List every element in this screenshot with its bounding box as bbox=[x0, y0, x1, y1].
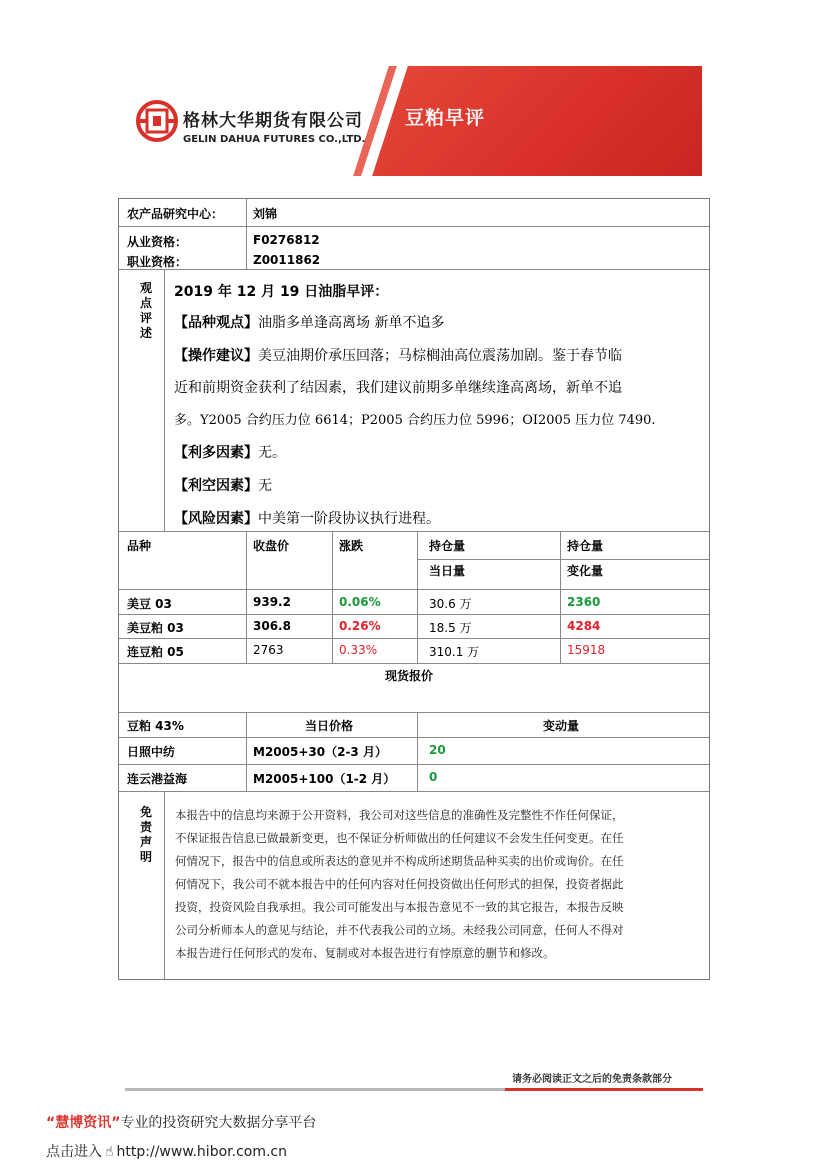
disclaimer-line: 何情况下，报告中的信息或所表达的意见并不构成所述期货品种买卖的出价或询价。在任 bbox=[175, 854, 624, 868]
divider bbox=[246, 712, 247, 791]
divider bbox=[560, 531, 561, 663]
spot-header-variety: 豆粕 43% bbox=[127, 719, 184, 733]
spot-header-price: 当日价格 bbox=[305, 719, 354, 733]
bear-tag: 【利空因素】 bbox=[174, 478, 258, 494]
table-row-name: 美豆粕 03 bbox=[127, 621, 184, 635]
footer-rule-red bbox=[505, 1088, 703, 1091]
professional-qualification-label: 职业资格： bbox=[127, 255, 188, 269]
col-header-oi: 持仓量 bbox=[429, 539, 466, 553]
table-row-name: 美豆 03 bbox=[127, 597, 172, 611]
bull-line bbox=[174, 442, 286, 462]
risk-line bbox=[174, 508, 440, 528]
disclaimer-line: 何情况下，我公司不就本报告中的任何内容对任何投资做出任何形式的担保，投资者据此 bbox=[175, 877, 624, 891]
col-header-oi-change: 变化量 bbox=[567, 564, 604, 578]
research-center-value: 刘锦 bbox=[253, 207, 278, 221]
brand-text: 专业的投资研究大数据分享平台 bbox=[120, 1115, 317, 1131]
hand-pointer-icon: ☝ bbox=[105, 1144, 114, 1160]
divider bbox=[417, 559, 709, 560]
divider bbox=[119, 531, 709, 532]
divider bbox=[119, 589, 709, 590]
disclaimer-line: 投资，投资风险自我承担。我公司可能发出与本报告意见不一致的其它报告，本报告反映 bbox=[175, 900, 624, 914]
table-row-close: 306.8 bbox=[253, 619, 291, 633]
table-row-change: 0.26% bbox=[339, 619, 381, 633]
col-header-change: 涨跌 bbox=[339, 539, 364, 553]
table-row-change: 0.06% bbox=[339, 595, 381, 609]
header-banner bbox=[125, 66, 702, 176]
divider bbox=[119, 269, 709, 270]
professional-qualification-value: Z0011862 bbox=[253, 253, 321, 267]
table-row-oi-change: 4284 bbox=[567, 619, 601, 633]
divider bbox=[119, 614, 709, 615]
disclaimer-line: 本报告中的信息均来源于公开资料，我公司对这些信息的准确性及完整性不作任何保证， bbox=[175, 808, 624, 822]
table-row-close: 939.2 bbox=[253, 595, 291, 609]
table-row-close: 2763 bbox=[253, 643, 284, 657]
footer-rule-gray bbox=[125, 1088, 505, 1091]
op-text-1: 美豆油期价承压回落；马棕榈油高位震荡加剧。鉴于春节临 bbox=[258, 348, 622, 364]
divider bbox=[246, 199, 247, 269]
divider bbox=[164, 269, 165, 531]
footer-note: 请务必阅读正文之后的免责条款部分 bbox=[512, 1074, 672, 1085]
spot-row-change: 0 bbox=[429, 770, 438, 784]
disclaimer-line: 本报告进行任何形式的发布、复制或对本报告进行有悖原意的删节和修改。 bbox=[175, 946, 555, 960]
divider bbox=[119, 226, 709, 227]
table-row-oi: 30.6 万 bbox=[429, 597, 472, 611]
bull-tag: 【利多因素】 bbox=[174, 445, 258, 461]
divider bbox=[164, 791, 165, 979]
col-header-close: 收盘价 bbox=[253, 539, 290, 553]
hibor-link[interactable]: http://www.hibor.com.cn bbox=[116, 1144, 287, 1160]
divider bbox=[417, 531, 418, 663]
table-row-oi: 310.1 万 bbox=[429, 645, 480, 659]
risk-text: 中美第一阶段协议执行进程。 bbox=[258, 511, 440, 527]
bear-text: 无 bbox=[258, 478, 272, 494]
op-line-2: 近和前期资金获利了结因素，我们建议前期多单继续逢高离场，新单不追 bbox=[174, 380, 622, 396]
brand-name: 慧博资讯 bbox=[55, 1115, 112, 1131]
divider bbox=[119, 712, 709, 713]
table-row-name: 连豆粕 05 bbox=[127, 645, 184, 659]
disclaimer-line: 公司分析师本人的意见与结论，并不代表我公司的立场。未经我公司同意，任何人不得对 bbox=[175, 923, 624, 937]
enter-text: 点击进入 bbox=[46, 1144, 102, 1160]
spot-row-change: 20 bbox=[429, 743, 446, 757]
qualification-value: F0276812 bbox=[253, 233, 320, 247]
divider bbox=[417, 712, 418, 791]
company-logo-icon bbox=[135, 96, 179, 146]
report-table bbox=[118, 198, 710, 980]
brand-line bbox=[46, 1112, 316, 1132]
qualification-label: 从业资格： bbox=[127, 235, 188, 249]
risk-tag: 【风险因素】 bbox=[174, 511, 258, 527]
report-title: 豆粕早评 bbox=[405, 107, 486, 129]
col-header-variety: 品种 bbox=[127, 539, 152, 553]
spot-row-name: 连云港益海 bbox=[127, 772, 188, 786]
col-header-oi-today: 当日量 bbox=[429, 564, 466, 578]
table-row-oi: 18.5 万 bbox=[429, 621, 472, 635]
spot-row-price: M2005+100（1-2 月） bbox=[253, 772, 396, 786]
disclaimer-side-label: 免责声明 bbox=[139, 805, 152, 864]
col-header-oi-2: 持仓量 bbox=[567, 539, 604, 553]
company-name-en: GELIN DAHUA FUTURES CO.,LTD. bbox=[183, 134, 366, 145]
enter-line bbox=[46, 1141, 287, 1161]
table-row-oi-change: 2360 bbox=[567, 595, 601, 609]
commentary-heading: 2019 年 12 月 19 日油脂早评： bbox=[174, 284, 389, 300]
divider bbox=[119, 737, 709, 738]
brand-quote-close: ” bbox=[111, 1115, 121, 1131]
brand-quote-open: “ bbox=[46, 1115, 56, 1131]
divider bbox=[246, 531, 247, 663]
divider bbox=[119, 791, 709, 792]
company-name-cn: 格林大华期货有限公司 bbox=[183, 111, 363, 131]
op-line-1 bbox=[174, 345, 622, 365]
commentary-side-label: 观点评述 bbox=[139, 281, 152, 340]
op-tag: 【操作建议】 bbox=[174, 348, 258, 364]
divider bbox=[332, 531, 333, 663]
spot-title: 现货报价 bbox=[385, 669, 434, 683]
view-text: 油脂多单逢高离场 新单不追多 bbox=[258, 315, 445, 331]
divider bbox=[119, 663, 709, 664]
divider bbox=[119, 638, 709, 639]
bull-text: 无。 bbox=[258, 445, 286, 461]
table-row-change: 0.33% bbox=[339, 643, 378, 657]
table-row-oi-change: 15918 bbox=[567, 643, 606, 657]
view-line bbox=[174, 312, 444, 332]
spot-header-change: 变动量 bbox=[543, 719, 580, 733]
spot-row-name: 日照中纺 bbox=[127, 745, 176, 759]
research-center-label: 农产品研究中心： bbox=[127, 207, 224, 221]
divider bbox=[119, 764, 709, 765]
bear-line bbox=[174, 475, 272, 495]
disclaimer-line: 不保证报告信息已做最新变更，也不保证分析师做出的任何建议不会发生任何变更。在任 bbox=[175, 831, 624, 845]
op-line-3: 多。Y2005 合约压力位 6614；P2005 合约压力位 5996；OI2005 压力位 7490. bbox=[174, 413, 656, 428]
view-tag: 【品种观点】 bbox=[174, 315, 258, 331]
spot-row-price: M2005+30（2-3 月） bbox=[253, 745, 387, 759]
